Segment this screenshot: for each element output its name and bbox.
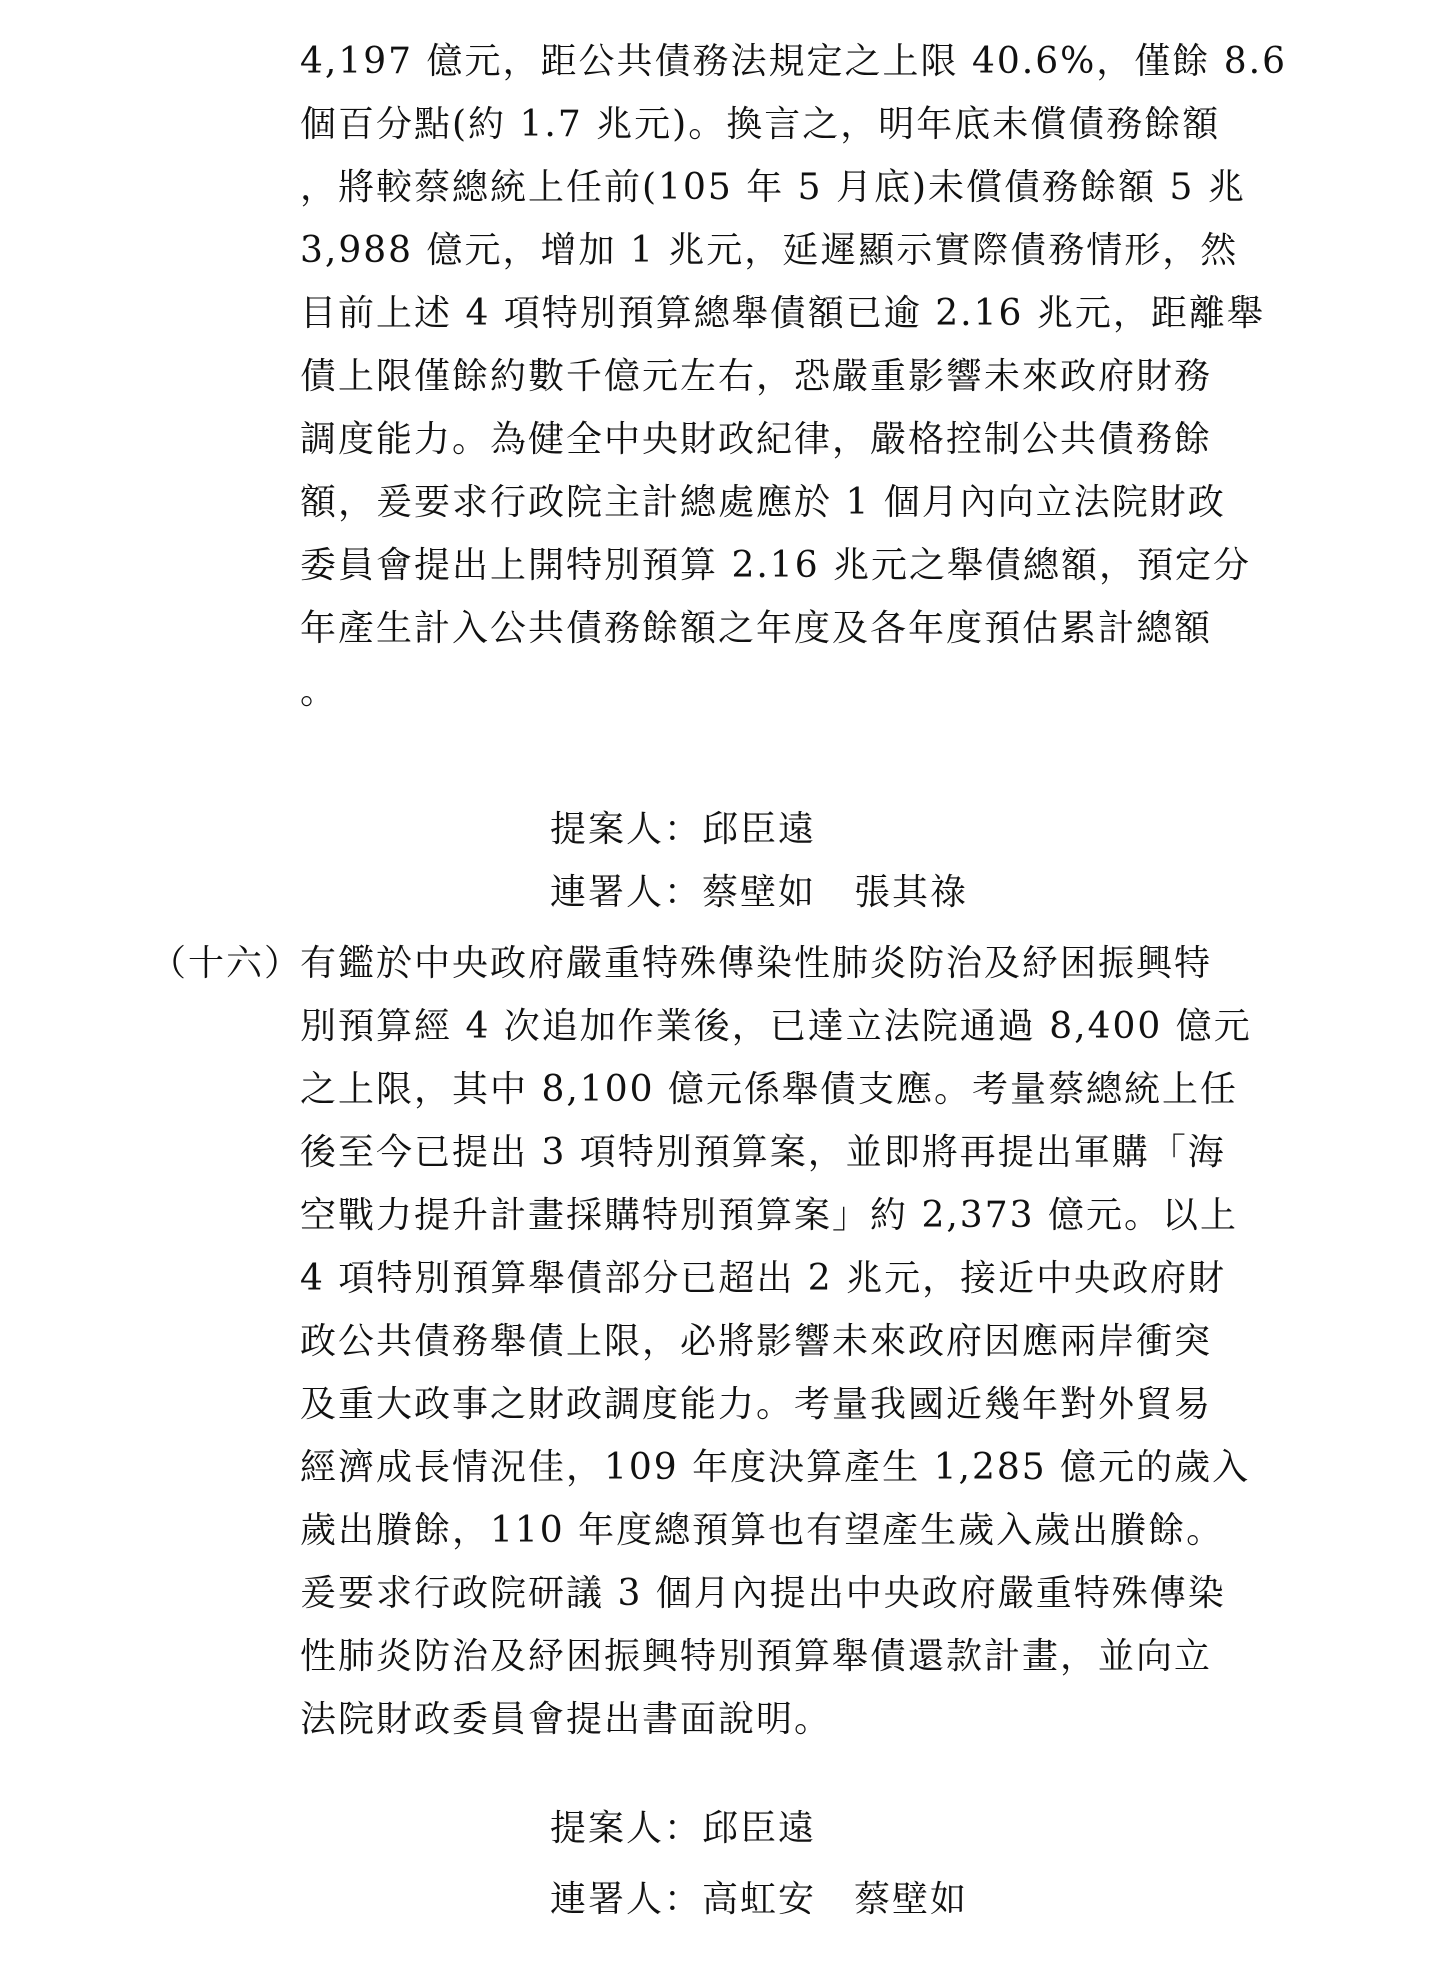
- paragraph-line: 有鑑於中央政府嚴重特殊傳染性肺炎防治及紓困振興特: [300, 943, 1213, 984]
- paragraph-line: 年產生計入公共債務餘額之年度及各年度預估累計總額: [300, 608, 1213, 649]
- paragraph-line: 4 項特別預算舉債部分已超出 2 兆元，接近中央政府財: [300, 1258, 1227, 1299]
- paragraph-line: 歲出賸餘，110 年度總預算也有望產生歲入歲出賸餘。: [300, 1510, 1225, 1551]
- paragraph-line: 調度能力。為健全中央財政紀律，嚴格控制公共債務餘: [300, 419, 1213, 460]
- paragraph-line: 委員會提出上開特別預算 2.16 兆元之舉債總額，預定分: [300, 545, 1252, 586]
- paragraph-line: ，將較蔡總統上任前(105 年 5 月底)未償債務餘額 5 兆: [300, 167, 1246, 208]
- paragraph-line: 額，爰要求行政院主計總處應於 1 個月內向立法院財政: [300, 482, 1226, 523]
- paragraph-line: 性肺炎防治及紓困振興特別預算舉債還款計畫，並向立: [300, 1636, 1213, 1677]
- proposer-line: 提案人：邱臣遠: [550, 1808, 817, 1849]
- paragraph-line: 及重大政事之財政調度能力。考量我國近幾年對外貿易: [300, 1384, 1213, 1425]
- paragraph-line: 。: [300, 671, 339, 712]
- paragraph-line: 4,197 億元，距公共債務法規定之上限 40.6%，僅餘 8.6: [300, 41, 1288, 82]
- item-number-label: （十六）: [150, 943, 303, 984]
- paragraph-line: 別預算經 4 次追加作業後，已達立法院通過 8,400 億元: [300, 1006, 1252, 1047]
- paragraph-line: 個百分點(約 1.7 兆元)。換言之，明年底未償債務餘額: [300, 104, 1221, 145]
- paragraph-line: 政公共債務舉債上限，必將影響未來政府因應兩岸衝突: [300, 1321, 1213, 1362]
- paragraph-line: 債上限僅餘約數千億元左右，恐嚴重影響未來政府財務: [300, 356, 1213, 397]
- paragraph-line: 3,988 億元，增加 1 兆元，延遲顯示實際債務情形，然: [300, 230, 1239, 271]
- cosigners-line: 連署人：蔡壁如 張其祿: [550, 872, 969, 913]
- paragraph-line: 之上限，其中 8,100 億元係舉債支應。考量蔡總統上任: [300, 1069, 1238, 1110]
- proposer-line: 提案人：邱臣遠: [550, 809, 817, 850]
- paragraph-line: 空戰力提升計畫採購特別預算案」約 2,373 億元。以上: [300, 1195, 1238, 1236]
- paragraph-line: 法院財政委員會提出書面說明。: [300, 1699, 833, 1740]
- paragraph-line: 後至今已提出 3 項特別預算案，並即將再提出軍購「海: [300, 1132, 1226, 1173]
- paragraph-line: 經濟成長情況佳，109 年度決算產生 1,285 億元的歲入: [300, 1447, 1251, 1488]
- cosigners-line: 連署人：高虹安 蔡壁如: [550, 1879, 969, 1920]
- paragraph-line: 目前上述 4 項特別預算總舉債額已逾 2.16 兆元，距離舉: [300, 293, 1265, 334]
- paragraph-line: 爰要求行政院研議 3 個月內提出中央政府嚴重特殊傳染: [300, 1573, 1226, 1614]
